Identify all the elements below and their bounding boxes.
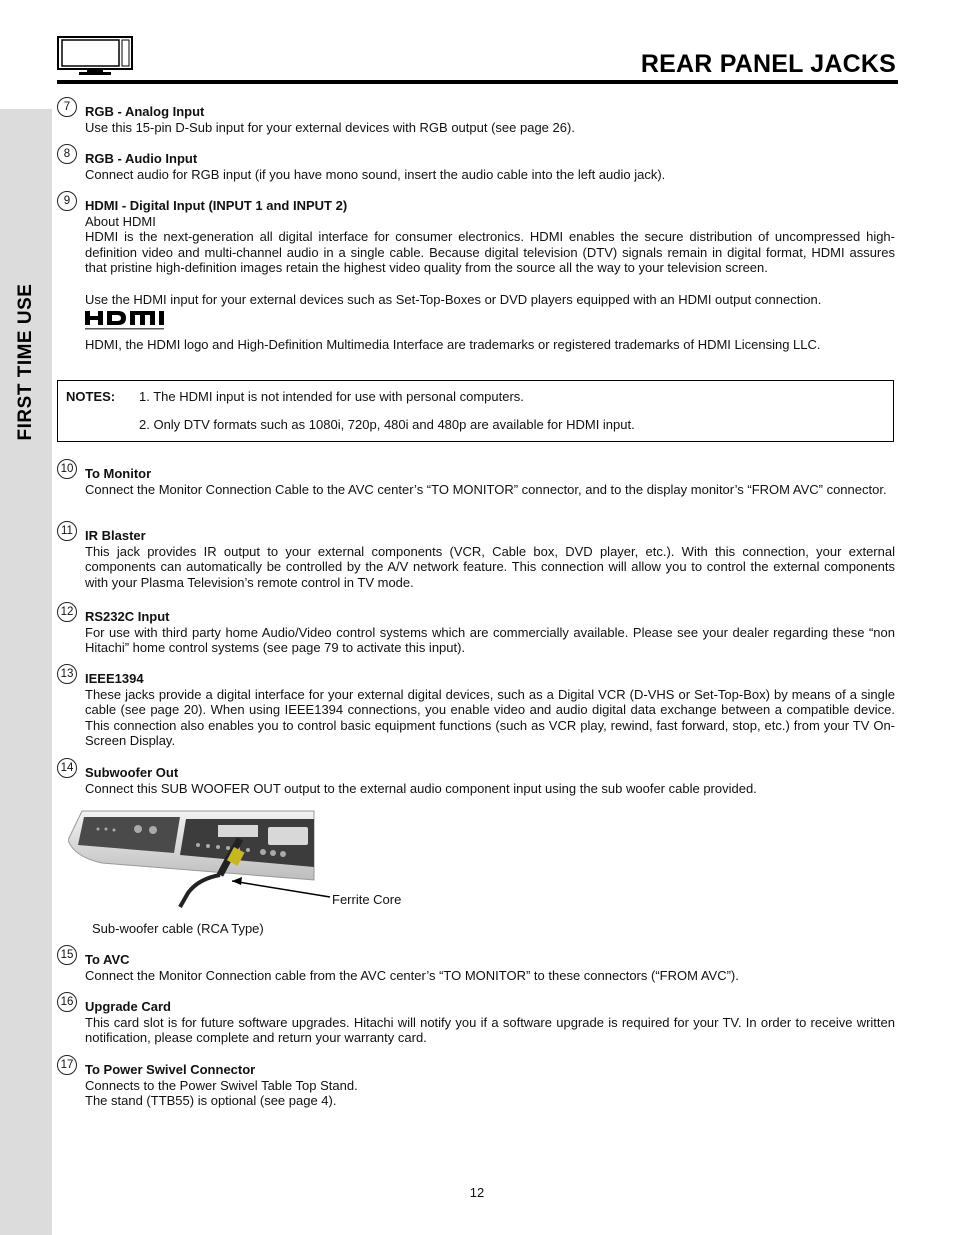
figure-caption: Sub-woofer cable (RCA Type) bbox=[92, 921, 264, 936]
item-title: To Power Swivel Connector bbox=[85, 1062, 256, 1077]
item-text: Connect audio for RGB input (if you have mono sound, insert the audio cable into the left audio jack). bbox=[85, 166, 666, 182]
item-rgb-analog-input bbox=[57, 101, 895, 135]
notes-box bbox=[57, 380, 894, 442]
page-number: 12 bbox=[469, 1185, 485, 1200]
item-number: 16 bbox=[57, 992, 77, 1012]
item-title: RGB - Audio Input bbox=[85, 151, 198, 166]
item-title: RGB - Analog Input bbox=[85, 104, 205, 119]
item-text: Use the HDMI input for your external devices such as Set-Top-Boxes or DVD players equipped with an HDMI output connection. bbox=[85, 291, 822, 307]
item-rgb-audio-input bbox=[57, 148, 895, 182]
item-text: Connects to the Power Swivel Table Top Stand. bbox=[85, 1077, 358, 1093]
note-line: 1. The HDMI input is not intended for use with personal computers. bbox=[139, 389, 524, 404]
side-tab-label: FIRST TIME USE bbox=[15, 283, 36, 441]
item-rs232c-input bbox=[57, 606, 895, 656]
item-text: The stand (TTB55) is optional (see page 4). bbox=[85, 1093, 337, 1109]
item-number: 14 bbox=[57, 758, 77, 778]
page-title: REAR PANEL JACKS bbox=[640, 50, 896, 78]
item-to-monitor bbox=[57, 463, 895, 497]
item-number: 9 bbox=[57, 191, 77, 211]
item-power-swivel-connector bbox=[57, 1059, 895, 1109]
item-title: To AVC bbox=[85, 952, 130, 967]
ferrite-core-callout: Ferrite Core bbox=[332, 892, 402, 907]
item-text: HDMI is the next-generation all digital interface for consumer electronics. HDMI enables the secure distribution of uncompressed high-definition video and multi-channel audio in a single cable. Because digital television (DTV) signals remain in digital format, HDMI assures that pristine high-definition images retain the highest video quality from the source all the way to your television screen. bbox=[85, 229, 895, 276]
about-hdmi-heading: About HDMI bbox=[85, 213, 156, 229]
item-text: For use with third party home Audio/Video control systems which are commercially available. Please see your dealer regarding these “non Hitachi” home control systems (see page 79 to activate this input). bbox=[85, 624, 895, 656]
item-title: IEEE1394 bbox=[85, 671, 144, 686]
item-text: Connect the Monitor Connection cable from the AVC center’s “TO MONITOR” to these connectors (“FROM AVC”). bbox=[85, 967, 739, 983]
item-title: HDMI - Digital Input (INPUT 1 and INPUT 2) bbox=[85, 198, 348, 213]
note-line: 2. Only DTV formats such as 1080i, 720p, 480i and 480p are available for HDMI input. bbox=[139, 417, 635, 432]
item-number: 7 bbox=[57, 97, 77, 117]
header-rule bbox=[57, 80, 898, 84]
item-title: RS232C Input bbox=[85, 609, 170, 624]
item-ieee1394 bbox=[57, 668, 895, 749]
side-tab bbox=[0, 109, 52, 1235]
item-ir-blaster bbox=[57, 525, 895, 590]
item-text: HDMI, the HDMI logo and High-Definition Multimedia Interface are trademarks or registered trademarks of HDMI Licensing LLC. bbox=[85, 337, 821, 353]
item-to-avc bbox=[57, 949, 895, 983]
item-text: These jacks provide a digital interface for your external digital devices, such as a Digital VCR (D-VHS or Set-Top-Box) by means of a single cable (see page 20). When using IEEE1394 connections, you enable video and audio digital data exchange between a compatible device. This connection also enables you to control basic equipment functions (such as VCR play, rewind, fast forward, stop, etc.) from your TV On-Screen Display. bbox=[85, 686, 895, 749]
item-title: Upgrade Card bbox=[85, 999, 171, 1014]
item-number: 8 bbox=[57, 144, 77, 164]
item-text: Connect the Monitor Connection Cable to the AVC center’s “TO MONITOR” connector, and to the display monitor’s “FROM AVC” connector. bbox=[85, 481, 887, 497]
item-upgrade-card bbox=[57, 996, 895, 1046]
item-text: This jack provides IR output to your external components (VCR, Cable box, DVD player, etc.). With this connection, your external components can automatically be controlled by the A/V network feature. This connection will allow you to control the external components with your Plasma Television’s remote control in TV mode. bbox=[85, 543, 895, 590]
tv-monitor-icon bbox=[57, 36, 133, 76]
item-text: Connect this SUB WOOFER OUT output to the external audio component input using the sub woofer cable provided. bbox=[85, 780, 757, 796]
item-number: 17 bbox=[57, 1055, 77, 1075]
item-number: 15 bbox=[57, 945, 77, 965]
item-number: 12 bbox=[57, 602, 77, 622]
item-title: IR Blaster bbox=[85, 528, 146, 543]
item-number: 10 bbox=[57, 459, 77, 479]
item-hdmi-input bbox=[57, 195, 895, 353]
notes-label: NOTES: bbox=[66, 389, 116, 404]
hdmi-logo bbox=[85, 309, 181, 333]
item-title: Subwoofer Out bbox=[85, 765, 179, 780]
item-subwoofer-out bbox=[57, 762, 895, 796]
item-text: This card slot is for future software upgrades. Hitachi will notify you if a software upgrade is required for your TV. In order to receive written notification, please complete and return your warranty card. bbox=[85, 1014, 895, 1046]
item-title: To Monitor bbox=[85, 466, 152, 481]
item-number: 13 bbox=[57, 664, 77, 684]
item-text: Use this 15-pin D-Sub input for your external devices with RGB output (see page 26). bbox=[85, 119, 575, 135]
item-number: 11 bbox=[57, 521, 77, 541]
